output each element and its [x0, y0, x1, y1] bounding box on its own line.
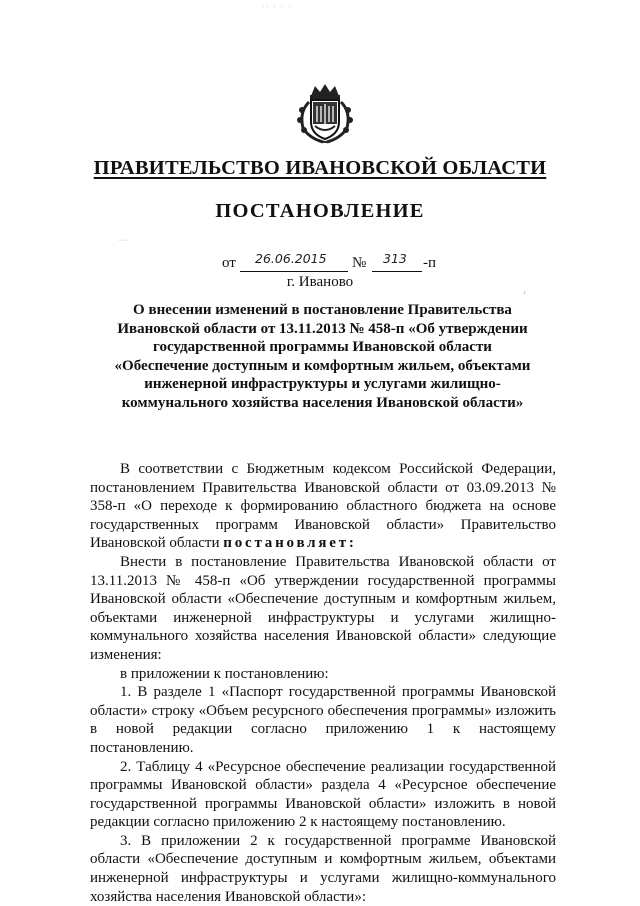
document-body: [90, 460, 556, 906]
date-label: от: [222, 255, 236, 271]
paragraph-item-3: 3. В приложении 2 к государственной программе Ивановской области «Обеспечение доступным и комфортным жильем, объектами инженерной инфраструктуры и услугами жилищно-коммунального хозяйства населения Ивановской области»:: [90, 832, 556, 905]
decree-word: постановляет:: [223, 535, 357, 552]
number-label: №: [352, 255, 367, 271]
scan-specks: ·· · · ·: [262, 4, 293, 10]
handwritten-date: 26.06.2015: [255, 251, 327, 266]
paragraph-item-2: 2. Таблицу 4 «Ресурсное обеспечение реализации государственной программы Ивановской области» раздела 4 «Ресурсное обеспечение государственной программы Ивановской области» изложить в новой редакции согласно приложению 2 к настоящему постановлению.: [90, 758, 556, 831]
ivanovo-coat-of-arms-icon: [293, 82, 357, 144]
government-title: ПРАВИТЕЛЬСТВО ИВАНОВСКОЙ ОБЛАСТИ: [93, 157, 547, 179]
document-type: ПОСТАНОВЛЕНИЕ: [215, 200, 425, 222]
paragraph-amend: Внести в постановление Правительства Ивановской области от 13.11.2013 № 458-п «Об утверждении государственной программы Ивановской области «Обеспечение доступным и комфортным жильем, объектами инженерной инфраструктуры и услугами жилищно-коммунального хозяйства населения Ивановской области» следующие изменения:: [90, 553, 556, 663]
paragraph-basis-text: В соответствии с Бюджетным кодексом Российской Федерации, постановлением Правительства Ивановской области от 03.09.2013 № 358-п «О переходе к формированию областного бюджета на основе государственных программ Ивановской области» Правительство Ивановской области: [90, 461, 556, 552]
handwritten-number: 313: [383, 251, 407, 266]
scan-mark: ı: [524, 290, 526, 296]
paragraph-appendix: в приложении к постановлению:: [120, 665, 329, 682]
scan-mark: ·····: [118, 238, 128, 244]
document-heading: О внесении изменений в постановление Правительства Ивановской области от 13.11.2013 № 458-п «Об утверждении государственной программы Ивановской области «Обеспечение доступным и комфортным жильем, объектами инженерной инфраструктуры и услугами жилищно-коммунального хозяйства населения Ивановской области»: [114, 302, 531, 411]
paragraph-basis: [90, 460, 556, 553]
number-suffix: -п: [423, 255, 437, 271]
paragraph-item-1: 1. В разделе 1 «Паспорт государственной программы Ивановской области» строку «Объем ресурсного обеспечения программы» изложить в новой редакции согласно приложению 1 к настоящему постановлению.: [90, 684, 556, 756]
city: г. Иваново: [286, 274, 354, 290]
